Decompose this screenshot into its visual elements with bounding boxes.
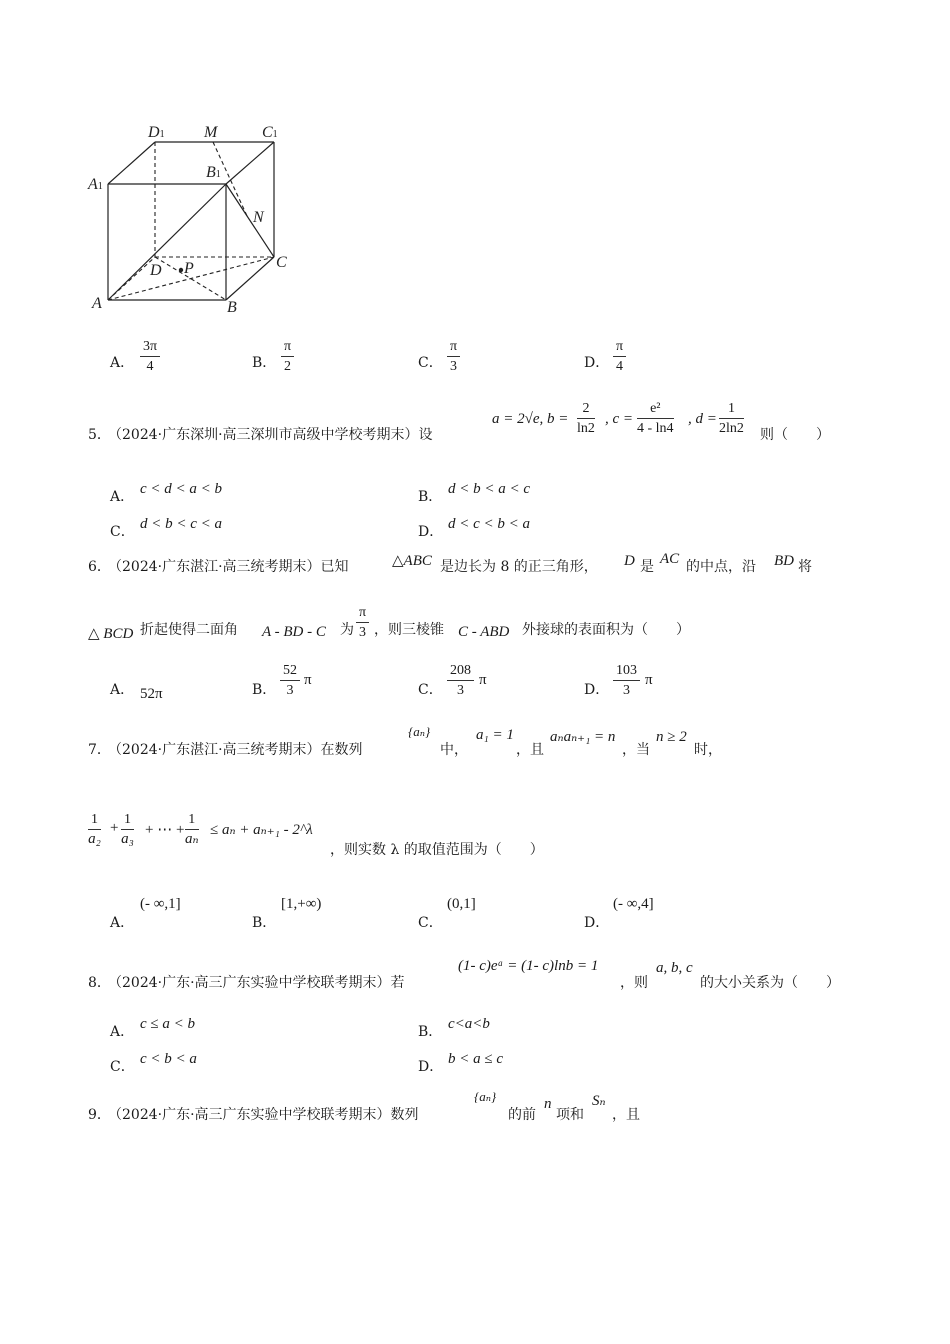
svg-text:C: C (276, 254, 287, 271)
point-p (179, 268, 183, 272)
svg-text:N: N (253, 209, 264, 226)
cube-figure (80, 115, 310, 325)
svg-text:D: D (150, 262, 162, 279)
svg-text:B: B (227, 299, 237, 316)
svg-text:A1: A1 (88, 176, 103, 193)
svg-text:A: A (92, 295, 102, 312)
svg-text:M: M (204, 124, 218, 141)
svg-text:B1: B1 (206, 164, 221, 181)
svg-text:P: P (184, 260, 194, 277)
svg-text:C1: C1 (262, 124, 278, 141)
svg-text:D1: D1 (148, 124, 165, 141)
